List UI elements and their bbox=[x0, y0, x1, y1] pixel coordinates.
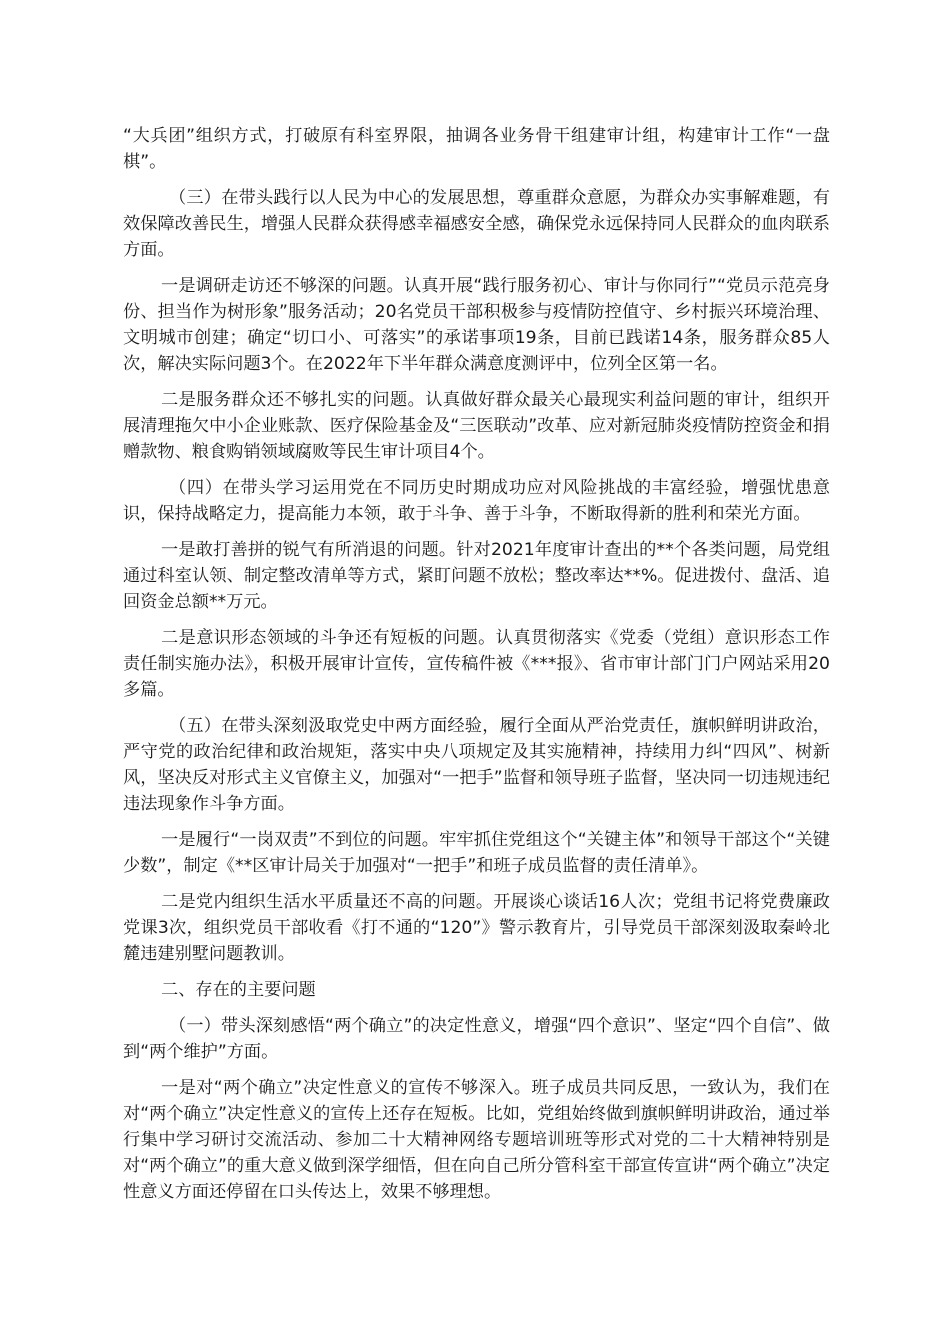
paragraph: 二是党内组织生活水平质量还不高的问题。开展谈心谈话16人次；党组书记将党费廉政党课3次，组织党员干部收看《打不通的“120”》警示教育片，引导党员干部深刻汲取秦岭北麓违建别墅问题教训。 bbox=[123, 892, 830, 964]
section-heading: （五）在带头深刻汲取党史中两方面经验，履行全面从严治党责任，旗帜鲜明讲政治，严守党的政治纪律和政治规矩，落实中央八项规定及其实施精神，持续用力纠“四风”、树新风，坚决反对形式主义官僚主义，加强对“一把手”监督和领导班子监督，坚决同一切违规违纪违法现象作斗争方面。 bbox=[123, 716, 830, 814]
paragraph: “大兵团”组织方式，打破原有科室界限，抽调各业务骨干组建审计组，构建审计工作“一盘棋”。 bbox=[123, 126, 830, 172]
paragraph: 二是意识形态领域的斗争还有短板的问题。认真贯彻落实《党委（党组）意识形态工作责任制实施办法》，积极开展审计宣传，宣传稿件被《***报》、省市审计部门门户网站采用20多篇。 bbox=[123, 628, 830, 700]
section-heading: （一）带头深刻感悟“两个确立”的决定性意义，增强“四个意识”、坚定“四个自信”、做到“两个维护”方面。 bbox=[123, 1016, 830, 1062]
paragraph: 一是对“两个确立”决定性意义的宣传不够深入。班子成员共同反思，一致认为，我们在对“两个确立”决定性意义的宣传上还存在短板。比如，党组始终做到旗帜鲜明讲政治，通过举行集中学习研讨交流活动、参加二十大精神网络专题培训班等形式对党的二十大精神特别是对“两个确立”的重大意义做到深学细悟，但在向自己所分管科室干部宣传宣讲“两个确立”决定性意义方面还停留在口头传达上，效果不够理想。 bbox=[123, 1078, 830, 1202]
paragraph: 一是履行“一岗双责”不到位的问题。牢牢抓住党组这个“关键主体”和领导干部这个“关键少数”，制定《**区审计局关于加强对“一把手”和班子成员监督的责任清单》。 bbox=[123, 830, 830, 876]
document-body bbox=[123, 123, 830, 1215]
paragraph: 一是调研走访还不够深的问题。认真开展“践行服务初心、审计与你同行”“党员示范亮身份、担当作为树形象”服务活动；20名党员干部积极参与疫情防控值守、乡村振兴环境治理、文明城市创建；确定“切口小、可落实”的承诺事项19条，目前已践诺14条，服务群众85人次，解决实际问题3个。在2022年下半年群众满意度测评中，位列全区第一名。 bbox=[123, 276, 830, 374]
paragraph: 一是敢打善拼的锐气有所消退的问题。针对2021年度审计查出的**个各类问题，局党组通过科室认领、制定整改清单等方式，紧盯问题不放松；整改率达**%。促进拨付、盘活、追回资金总额**万元。 bbox=[123, 540, 830, 612]
section-heading: （四）在带头学习运用党在不同历史时期成功应对风险挑战的丰富经验，增强忧患意识，保持战略定力，提高能力本领，敢于斗争、善于斗争，不断取得新的胜利和荣光方面。 bbox=[123, 478, 830, 524]
section-heading: （三）在带头践行以人民为中心的发展思想，尊重群众意愿，为群众办实事解难题，有效保障改善民生，增强人民群众获得感幸福感安全感，确保党永远保持同人民群众的血肉联系方面。 bbox=[123, 188, 830, 260]
chapter-heading: 二、存在的主要问题 bbox=[161, 980, 316, 1000]
paragraph: 二是服务群众还不够扎实的问题。认真做好群众最关心最现实利益问题的审计，组织开展清理拖欠中小企业账款、医疗保险基金及“三医联动”改革、应对新冠肺炎疫情防控资金和捐赠款物、粮食购销领域腐败等民生审计项目4个。 bbox=[123, 390, 830, 462]
